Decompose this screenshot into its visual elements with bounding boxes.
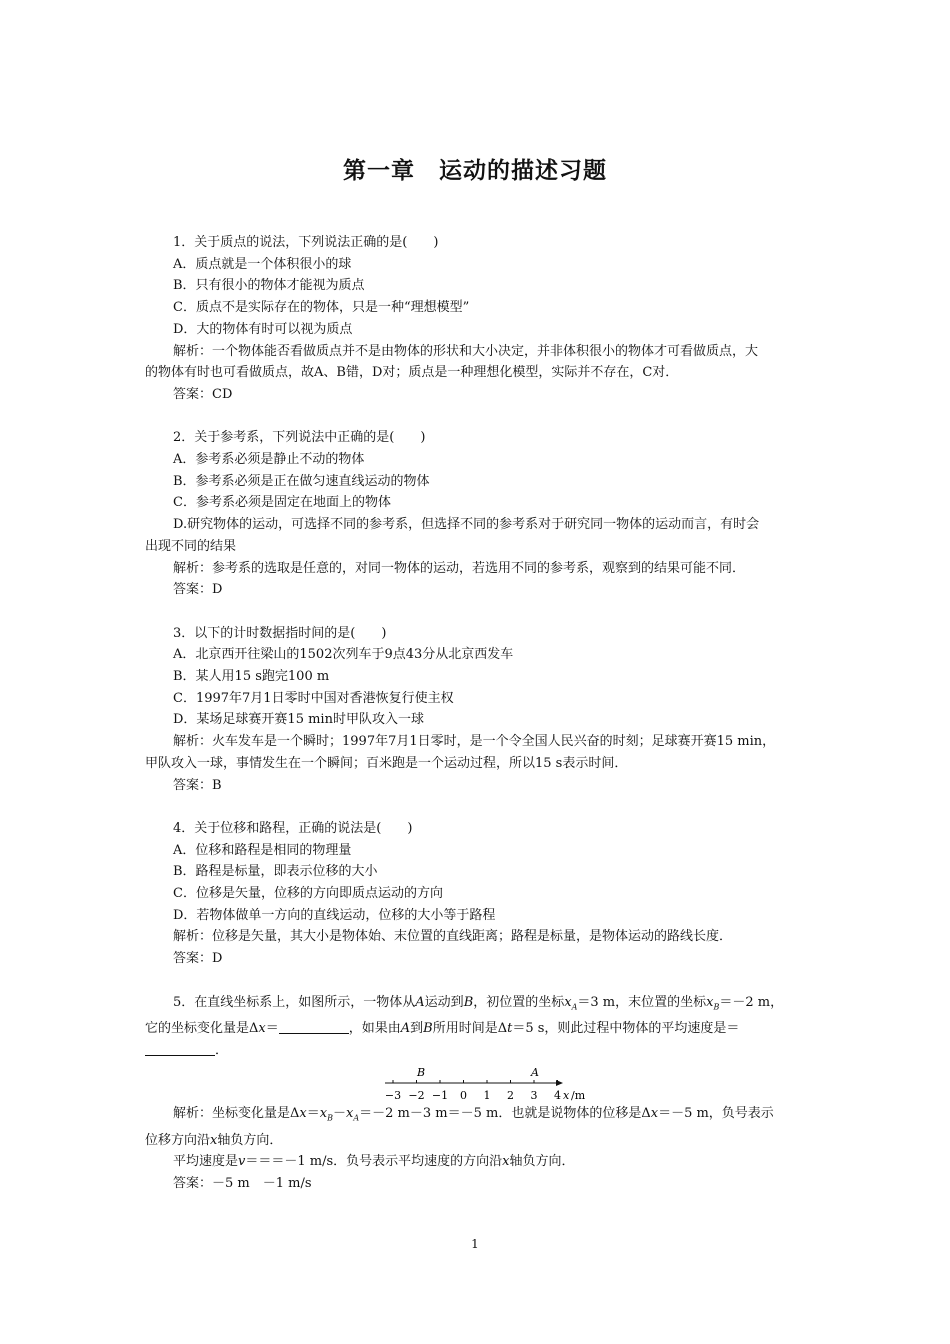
question-stem: 1．关于质点的说法，下列说法正确的是( ): [173, 235, 439, 250]
explanation: 解析：火车发车是一个瞬时；1997年7月1日零时，是一个令全国人民兴奋的时刻；足球赛开赛15 min，: [173, 734, 776, 750]
question-1: [145, 232, 810, 406]
option-d: D.研究物体的运动，可选择不同的参考系，但选择不同的参考系对于研究同一物体的运动而言，有时会: [173, 517, 760, 533]
option-c: C．1997年7月1日零时中国对香港恢复行使主权: [173, 690, 454, 706]
axis-tick-label: 2: [507, 1089, 514, 1103]
question-stem: 2．关于参考系，下列说法中正确的是( ): [173, 430, 426, 446]
answer: 答案：－5 m －1 m/s: [173, 1175, 312, 1191]
option-a: A．位移和路程是相同的物理量: [173, 842, 352, 858]
answer: 答案：B: [173, 777, 222, 793]
question-2: [145, 427, 810, 601]
explanation: 解析：位移是矢量，其大小是物体始、末位置的直线距离；路程是标量，是物体运动的路线长度．: [173, 929, 733, 945]
axis-tick-label: 0: [460, 1089, 467, 1103]
answer: 答案：CD: [173, 386, 233, 402]
question-stem: 3．以下的计时数据指时间的是( ): [173, 625, 387, 641]
point-b-label: B: [417, 1066, 426, 1080]
page-number: 1: [471, 1237, 479, 1251]
axis-tick-label: −3: [384, 1089, 402, 1103]
question-4: [145, 818, 810, 970]
explanation-cont: 位移方向沿x轴负方向．: [145, 1132, 283, 1148]
axis-tick-label: −2: [408, 1089, 425, 1103]
axis-tick-label: 4: [554, 1089, 561, 1103]
explanation-cont: 甲队攻入一球，事情发生在一个瞬间；百米跑是一个运动过程，所以15 s表示时间．: [145, 755, 628, 771]
option-b: B．路程是标量，即表示位移的大小: [173, 864, 378, 880]
explanation-cont: 的物体有时也可看做质点，故A、B错，D对；质点是一种理想化模型，实际并不存在，C对．: [145, 365, 679, 381]
option-d: D．若物体做单一方向的直线运动，位移的大小等于路程: [173, 907, 496, 923]
option-a: A．北京西开往梁山的1502次列车于9点43分从北京西发车: [173, 647, 514, 663]
axis-variable: x: [563, 1089, 570, 1103]
option-a: A．参考系必须是静止不动的物体: [173, 452, 365, 468]
axis-unit: /m: [571, 1089, 586, 1103]
page-title: 第一章 运动的描述习题: [343, 158, 607, 184]
question-5: [145, 992, 810, 1195]
option-c: C．位移是矢量，位移的方向即质点运动的方向: [173, 886, 443, 902]
axis-tick-label: 3: [530, 1089, 538, 1103]
explanation: 解析：一个物体能否看做质点并不是由物体的形状和大小决定，并非体积很小的物体才可看做质点，大: [173, 343, 759, 359]
explanation: 解析：参考系的选取是任意的，对同一物体的运动，若选用不同的参考系，观察到的结果可能不同．: [173, 560, 746, 576]
explanation: 解析：坐标变化量是$\Delta x=x_B-x_A=-2$ m－3 m＝－5 m．也就是说物体的位移是Δx＝－5 m，负号表示: [173, 1106, 774, 1123]
point-a-label: A: [531, 1066, 539, 1080]
option-c: C．质点不是实际存在的物体，只是一种“理想模型”: [173, 300, 470, 316]
option-b: B．参考系必须是正在做匀速直线运动的物体: [173, 473, 430, 489]
option-d: D．大的物体有时可以视为质点: [173, 321, 353, 337]
content-body: [145, 232, 810, 1216]
option-c: C．参考系必须是固定在地面上的物体: [173, 495, 391, 511]
question-stem: 5．在直线坐标系上，如图所示，一物体从A运动到B，初位置的坐标$x_A=3$ m，末位置的坐标$x_B=-2$ m，: [173, 994, 784, 1012]
option-d: D．某场足球赛开赛15 min时甲队攻入一球: [173, 712, 424, 728]
question-stem: 4．关于位移和路程，正确的说法是( ): [173, 820, 413, 836]
option-b: B．某人用15 s跑完100 m: [173, 669, 330, 685]
option-b: B．只有很小的物体才能视为质点: [173, 278, 365, 294]
question-stem-cont: 它的坐标变化量是Δx＝ ，如果由A到B所用时间是Δt＝5 s，则此过程中物体的平均速度是＝: [145, 1020, 740, 1036]
option-d-cont: 出现不同的结果: [145, 538, 237, 554]
answer-blank-1[interactable]: [279, 1019, 349, 1034]
question-3: [145, 623, 810, 797]
number-line: [383, 1063, 603, 1103]
question-stem-end: ．: [145, 1040, 810, 1062]
coordinate-axis-figure: [145, 1063, 810, 1103]
option-a: A．质点就是一个体积很小的球: [173, 256, 352, 272]
answer-blank-2[interactable]: [145, 1041, 215, 1056]
axis-tick-label: 1: [483, 1089, 491, 1103]
answer: 答案：D: [173, 582, 223, 598]
axis-tick-label: −1: [431, 1089, 449, 1103]
answer: 答案：D: [173, 951, 223, 967]
explanation-velocity: 平均速度是v＝＝＝－1 m/s．负号表示平均速度的方向沿x轴负方向．: [173, 1154, 575, 1170]
